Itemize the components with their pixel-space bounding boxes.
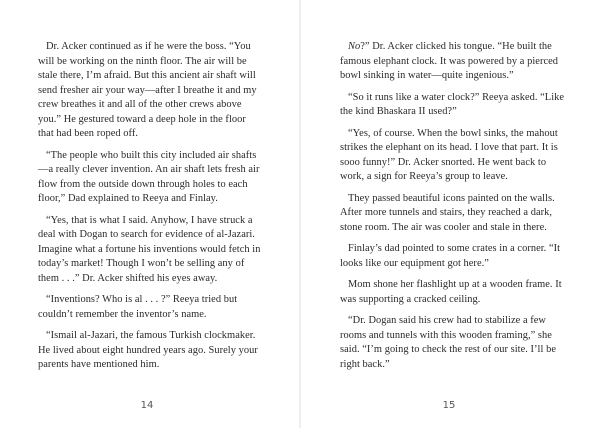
paragraph: Finlay’s dad pointed to some crates in a corner. “It looks like our equipment got here.” — [340, 243, 561, 269]
italic-word: No — [348, 41, 361, 52]
page-number-right: 15 — [442, 400, 456, 411]
right-page-text — [340, 40, 566, 379]
paragraph: No?” Dr. Acker clicked his tongue. “He built the famous elephant clock. It was powered by a pierced bowl sinking in water—quite ingenious.” — [340, 41, 559, 81]
paragraph: “Yes, that is what I said. Anyhow, I have struck a deal with Dogan to search for evidence of al-Jazari. Imagine what a fortune his inventions would fetch in today’s market! Though I won’t be selling any of them . . .” Dr. Acker shifted his eyes away. — [38, 214, 261, 284]
paragraph: “So it runs like a water clock?” Reeya asked. “Like the kind Bhaskara II used?” — [340, 91, 565, 117]
paragraph: They passed beautiful icons painted on the walls. After more tunnels and stairs, they reached a dark, stone room. The air was cooler and stale in there. — [340, 192, 555, 233]
paragraph: “Inventions? Who is al . . . ?” Reeya tried but couldn’t remember the inventor’s name. — [38, 294, 238, 320]
left-page-text — [38, 40, 264, 380]
right-page — [300, 0, 600, 428]
page-number-left: 14 — [140, 400, 154, 411]
paragraph: “Dr. Dogan said his crew had to stabilize a few rooms and tunnels with this wooden framing,” she said. “I’m going to check the rest of our site. I’ll be right back.” — [340, 315, 556, 370]
paragraph: Mom shone her flashlight up at a wooden frame. It was supporting a cracked ceiling. — [340, 279, 562, 305]
paragraph: “The people who built this city included air shafts—a really clever invention. An air shaft lets fresh air flow from the outside down through holes to each floor,” Dad explained to Reeya and Finlay. — [38, 149, 260, 204]
paragraph: “Ismail al-Jazari, the famous Turkish clockmaker. He lived about eight hundred years ago. Surely your parents have mentioned him. — [38, 330, 258, 370]
paragraph: Dr. Acker continued as if he were the boss. “You will be working on the ninth floor. The air will be stale there, I’m afraid. But this ancient air shaft will send fresher air your way—after I breathe it and my crew breathes it and all of the other crews above you.” He gestured toward a deep hole in the floor that had been roped off. — [38, 41, 257, 139]
paragraph: “Yes, of course. When the bowl sinks, the mahout strikes the elephant on its head. I love that part. It is sooo funny!” Dr. Acker snorted. He went back to work, a sign for Reeya’s group to leave. — [340, 127, 558, 182]
